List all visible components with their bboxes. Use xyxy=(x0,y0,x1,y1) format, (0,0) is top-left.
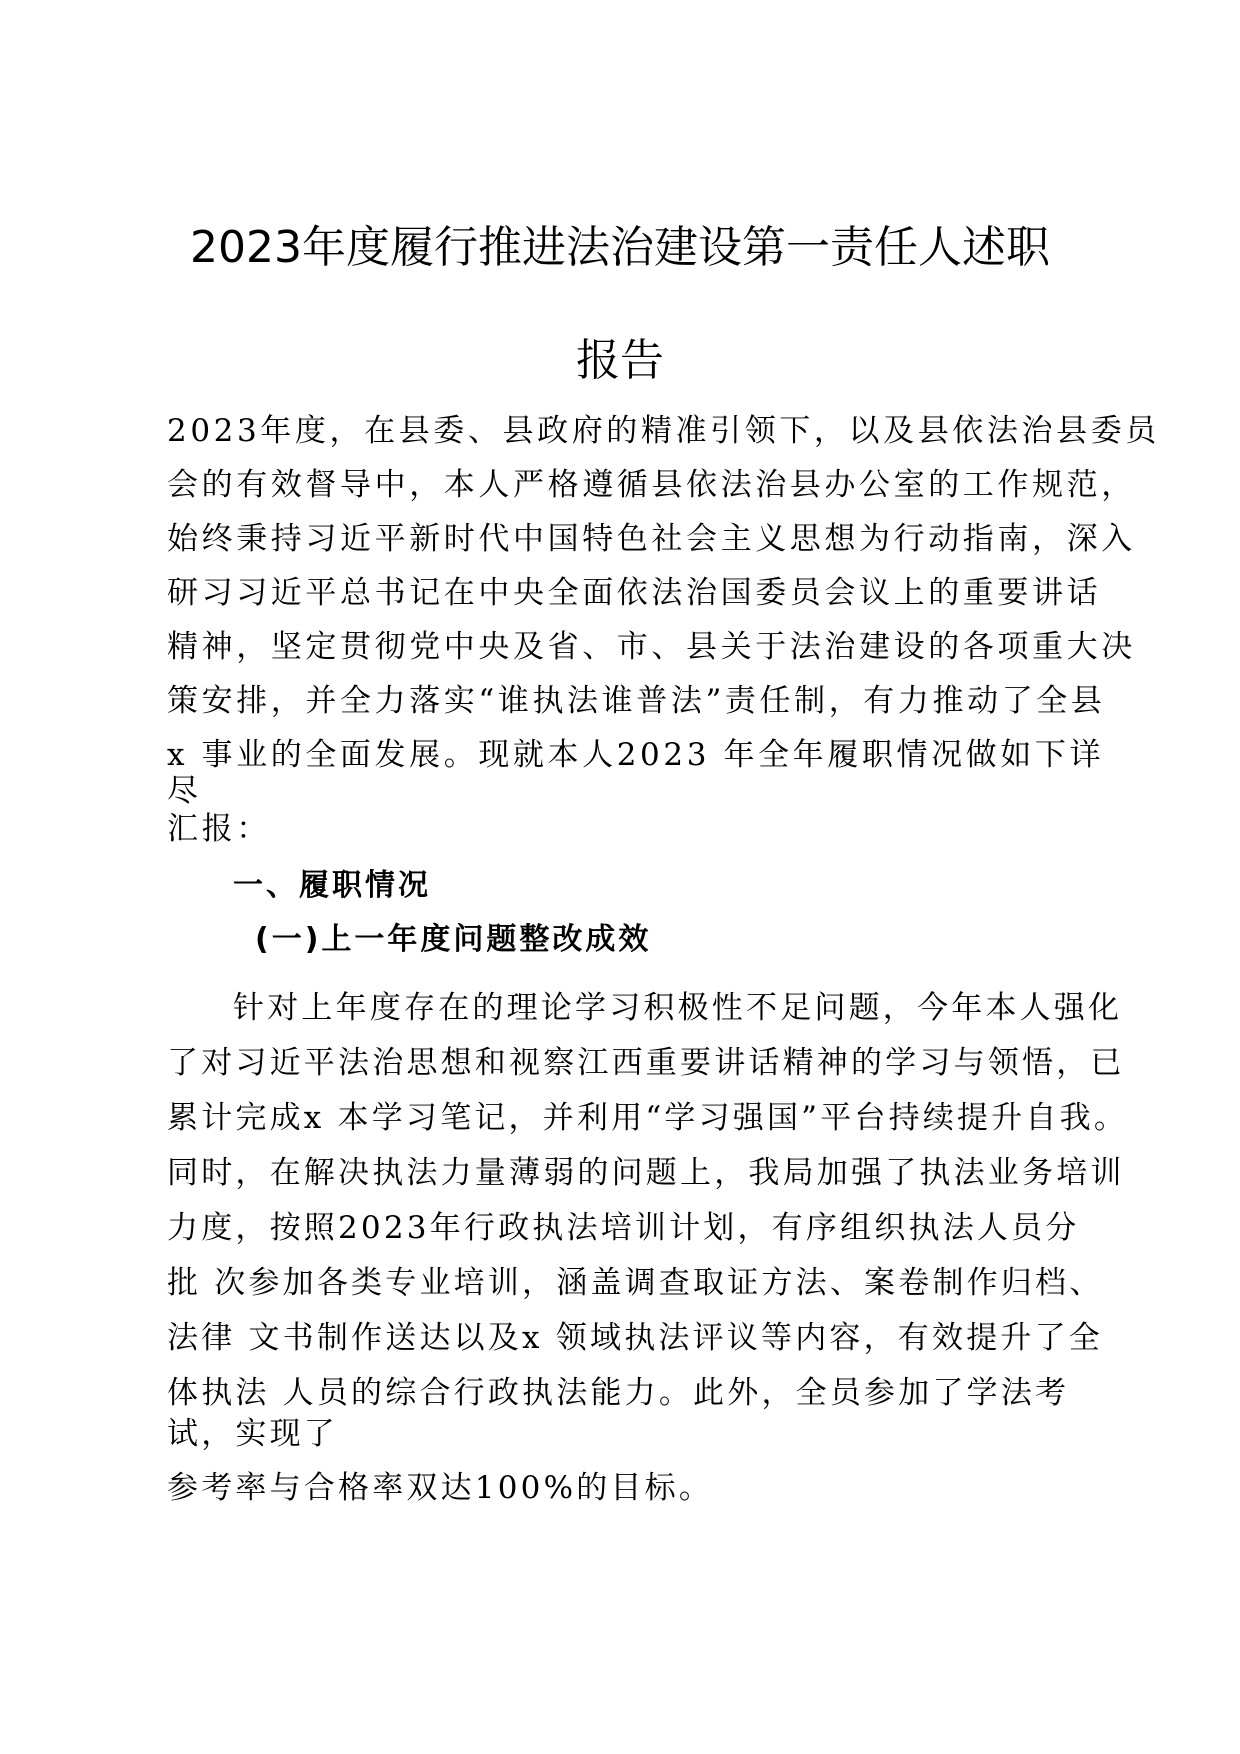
intro-paragraph-line: 始终秉持习近平新时代中国特色社会主义思想为行动指南，深入 xyxy=(167,521,1136,557)
intro-paragraph-line: 2023年度，在县委、县政府的精准引领下，以及县依法治县委员 xyxy=(167,413,1160,449)
subsection-heading: (一)上一年度问题整改成效 xyxy=(255,922,652,957)
section-heading: 一、履职情况 xyxy=(233,868,431,903)
intro-paragraph-line: 研习习近平总书记在中央全面依法治国委员会议上的重要讲话 xyxy=(167,575,1102,611)
body-paragraph-line: 试，实现了 xyxy=(167,1416,338,1452)
body-paragraph-line: 体执法 人员的综合行政执法能力。此外，全员参加了学法考 xyxy=(167,1375,1070,1411)
body-paragraph-line: 批 次参加各类专业培训，涵盖调查取证方法、案卷制作归档、 xyxy=(167,1265,1104,1301)
intro-paragraph-line: 尽 xyxy=(167,773,202,809)
intro-paragraph-line: 汇报： xyxy=(167,811,271,847)
body-paragraph-line: 力度，按照2023年行政执法培训计划，有序组织执法人员分 xyxy=(167,1210,1080,1246)
document-title: 2023年度履行推进法治建设第一责任人述职 xyxy=(190,222,1050,273)
body-paragraph-line: 针对上年度存在的理论学习积极性不足问题，今年本人强化 xyxy=(233,990,1123,1026)
body-paragraph-line: 同时，在解决执法力量薄弱的问题上，我局加强了执法业务培训 xyxy=(167,1155,1125,1191)
body-paragraph-line: 法律 文书制作送达以及x 领域执法评议等内容，有效提升了全 xyxy=(167,1320,1103,1356)
body-paragraph-line: 参考率与合格率双达100%的目标。 xyxy=(167,1470,714,1506)
intro-paragraph-line: 精神，坚定贯彻党中央及省、市、县关于法治建设的各项重大决 xyxy=(167,629,1136,665)
document-title-continued: 报告 xyxy=(576,335,664,386)
body-paragraph-line: 累计完成x 本学习笔记，并利用“学习强国”平台持续提升自我。 xyxy=(167,1100,1129,1136)
intro-paragraph-line: 策安排，并全力落实“谁执法谁普法”责任制，有力推动了全县 xyxy=(167,683,1106,719)
body-paragraph-line: 了对习近平法治思想和视察江西重要讲话精神的学习与领悟，已 xyxy=(167,1045,1125,1081)
intro-paragraph-line: 会的有效督导中，本人严格遵循县依法治县办公室的工作规范， xyxy=(167,467,1136,503)
intro-paragraph-line: x 事业的全面发展。现就本人2023 年全年履职情况做如下详 xyxy=(167,737,1105,773)
